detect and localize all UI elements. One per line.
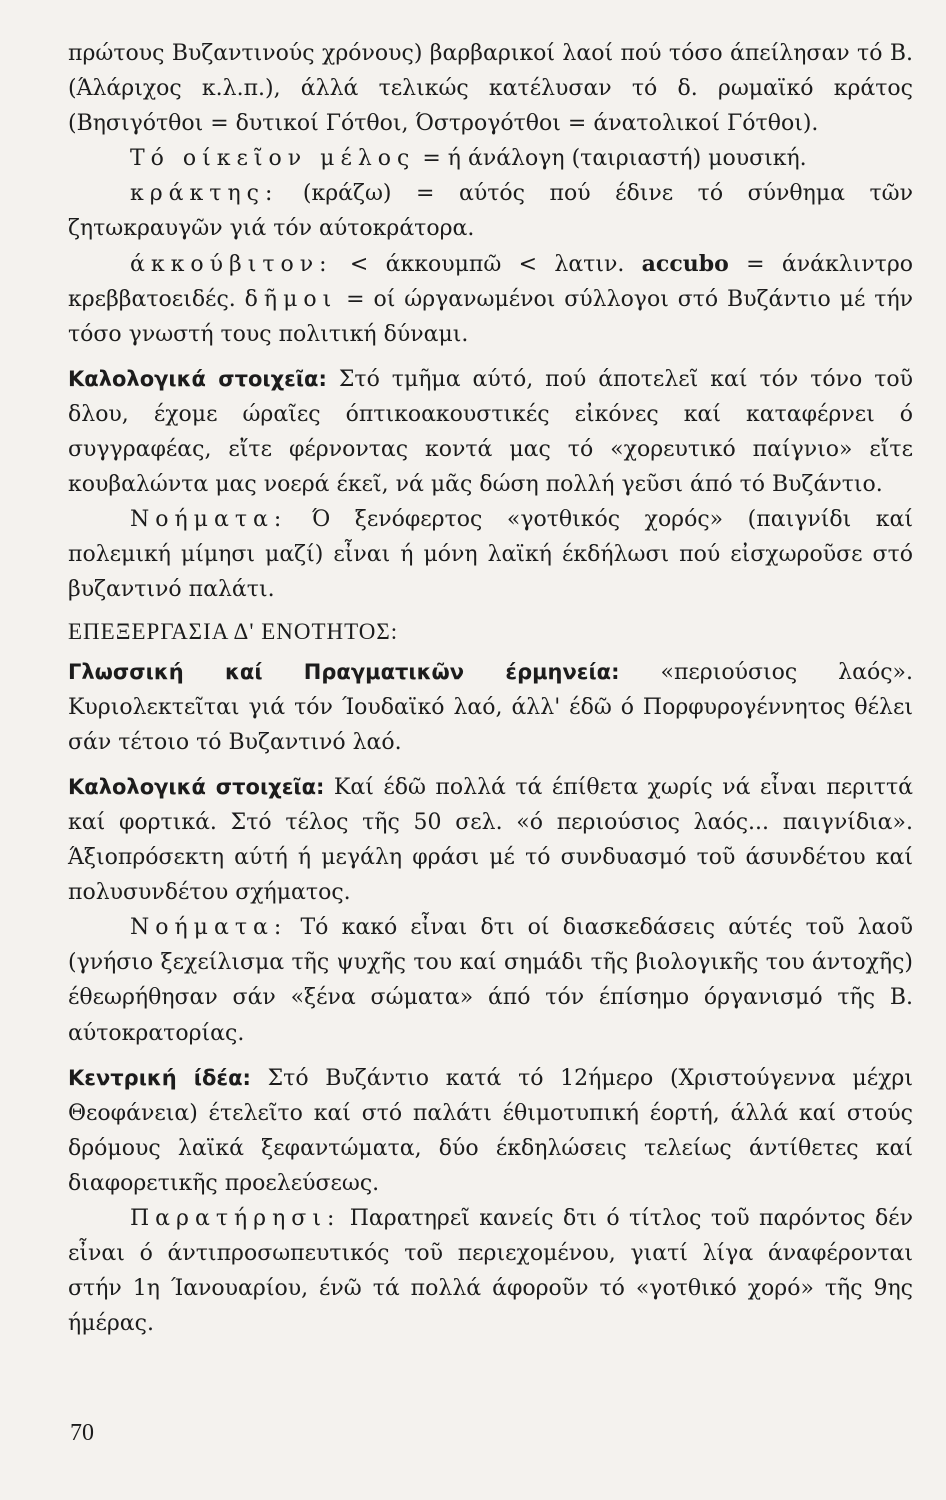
section-label: Καλολογικά στοιχεῖα: xyxy=(68,366,327,391)
paragraph-text: = άνάκλιντρο κρεββατοειδές. xyxy=(68,251,913,312)
paragraph-text: πρώτους Βυζαντινούς χρόνους) βαρβαρικοί λαοί πού τόσο άπείλησαν τό Β. (Άλάριχος κ.λ.π.), άλλά τελικώς κατέλυσαν τό δ. ρωμαϊκό κράτος (Βησιγότθοι = δυτικοί Γότθοι, Όστρογότθοι = άνατολικοί Γότθοι). xyxy=(68,41,913,137)
section-heading: ΕΠΕΞΕΡΓΑΣΙΑ Δ' ΕΝΟΤΗΤΟΣ: xyxy=(68,618,399,644)
paragraph-text: Στό τμῆμα αύτό, πού άποτελεῖ καί τόν τόνο τοῦ δλου, έχομε ώραῖες όπτικοακουστικές εἰκόνες καί καταφέρνει ό συγγραφέας, εἴτε φέρνοντας κοντά μας τό «χορευτικό παίγνιο» εἴτε κουβαλώντα μας νοερά έκεῖ, νά μᾶς δώση πολλή γεῦσι άπό τό Βυζάντιο. xyxy=(68,366,914,498)
section-label: Καλολογικά στοιχεῖα: xyxy=(68,774,325,799)
term: Τό οίκεῖον μέλος xyxy=(130,146,416,172)
paragraph-text: (κράζω) = αύτός πού έδινε τό σύνθημα τῶν ζητωκραυγῶν γιά τόν αύτοκράτορα. xyxy=(68,181,913,242)
term: δῆμοι xyxy=(244,286,338,312)
paragraph-4 xyxy=(68,247,913,352)
paragraph-7 xyxy=(68,655,913,760)
term: Νοήματα: xyxy=(130,507,288,533)
paragraph-text: Καί έδῶ πολλά τά έπίθετα χωρίς νά εἶναι περιττά καί φορτικά. Στό τέλος τῆς 50 σελ. «ό περιούσιος λαός... παιγνίδια». Άξιοπρόσεκτη αύτή ή μεγάλη φράσι μέ τό συνδυασμό τοῦ άσυνδέτου καί πολυσυνδέτου σχήματος. xyxy=(68,774,913,906)
paragraph-text: < άκκουμπῶ < λατιν. xyxy=(332,251,642,277)
paragraph-text: Ό ξενόφερτος «γοτθικός χορός» (παιγνίδι καί πολεμική μίμησι μαζί) εἶναι ή μόνη λαϊκή έκδήλωσι πού εἰσχωροῦσε στό βυζαντινό παλάτι. xyxy=(68,507,913,603)
page-number: 70 xyxy=(70,1420,94,1446)
paragraph-11 xyxy=(68,1201,913,1341)
body-text xyxy=(68,36,913,1341)
paragraph-text: = ή άνάλογη (ταιριαστή) μουσική. xyxy=(415,146,807,172)
paragraph-8 xyxy=(68,770,913,910)
term: Νοήματα: xyxy=(130,915,288,941)
paragraph-text: = οί ώργανωμένοι σύλλογοι στό Βυζάντιο μέ τήν τόσο γνωστή τους πολιτική δύναμι. xyxy=(68,286,913,347)
paragraph-2 xyxy=(68,141,913,176)
paragraph-9 xyxy=(68,910,913,1050)
section-label: Γλωσσική καί Πραγματικῶν έρμηνεία: xyxy=(68,659,620,684)
paragraph-10 xyxy=(68,1061,913,1201)
paragraph-1 xyxy=(68,36,913,141)
paragraph-3 xyxy=(68,176,913,246)
paragraph-text: Στό Βυζάντιο κατά τό 12ήμερο (Χριστούγεννα μέχρι Θεοφάνεια) έτελεῖτο καί στό παλάτι έθιμοτυπική έορτή, άλλά καί στούς δρόμους λαϊκά ξεφαντώματα, δύο έκδηλώσεις τελείως άντίθετες καί διαφορετικῆς προελεύσεως. xyxy=(68,1065,913,1196)
paragraph-text: «περιούσιος λαός». Κυριολεκτεῖται γιά τόν Ίουδαϊκό λαό, άλλ' έδῶ ό Πορφυρογέννητος θέλει σάν τέτοιο τό Βυζαντινό λαό. xyxy=(68,659,913,755)
paragraph-text: Τό κακό εἶναι δτι οί διασκεδάσεις αύτές τοῦ λαοῦ (γνήσιο ξεχείλισμα τῆς ψυχῆς του καί σημάδι τῆς βιολογικῆς του άντοχῆς) έθεωρήθησαν σάν «ξένα σώματα» άπό τόν έπίσημο όργανισμό τῆς Β. αύτοκρατορίας. xyxy=(68,915,913,1046)
term: κράκτης: xyxy=(130,181,279,207)
latin-word: accubo xyxy=(641,250,729,277)
paragraph-6 xyxy=(68,502,913,607)
section-label: Κεντρική ίδέα: xyxy=(68,1065,251,1090)
paragraph-text: Παρατηρεῖ κανείς δτι ό τίτλος τοῦ παρόντος δέν εἶναι ό άντιπροσωπευτικός τοῦ περιεχομένου, γιατί λίγα άναφέρονται στήν 1η Ίανουαρίου, ένῶ τά πολλά άφοροῦν τό «γοτθικό χορό» τῆς 9ης ήμέρας. xyxy=(68,1206,913,1337)
term: άκκούβιτον: xyxy=(130,251,333,277)
term: Παρατήρησι: xyxy=(130,1206,341,1231)
paragraph-5 xyxy=(68,362,913,502)
